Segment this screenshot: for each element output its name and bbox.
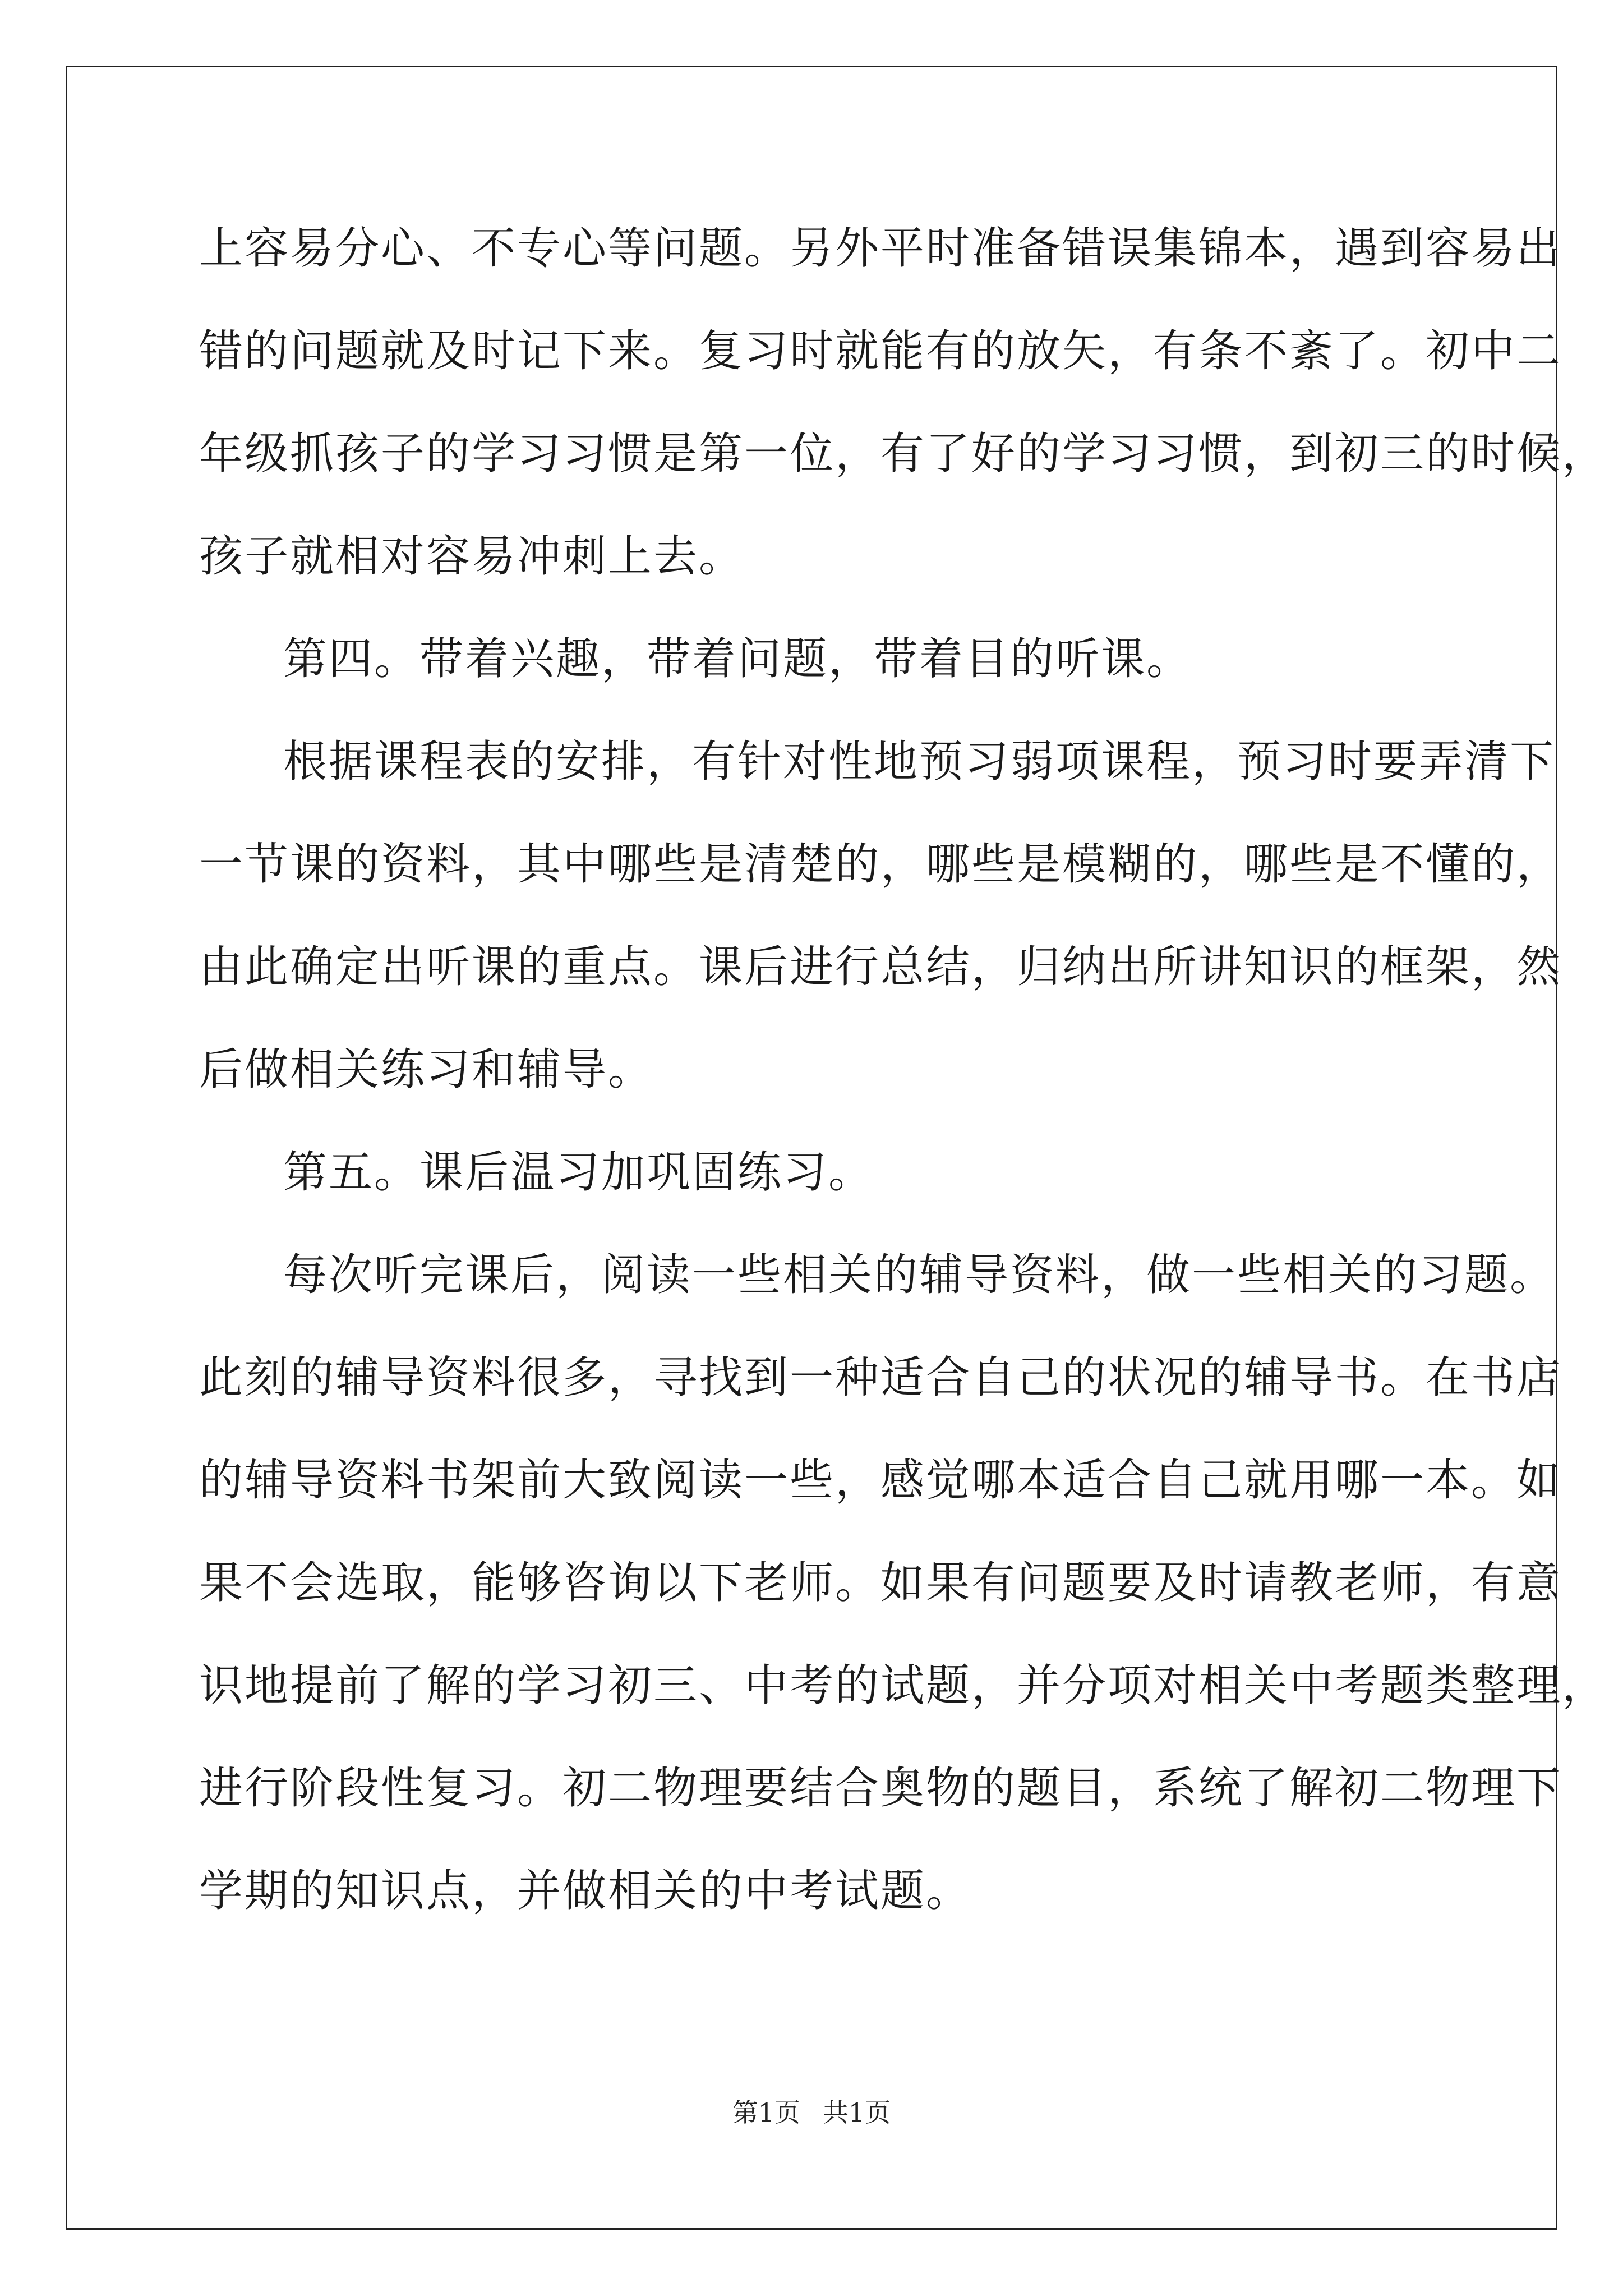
text-line: 根据课程表的安排，有针对性地预习弱项课程，预习时要弄清下: [283, 737, 1556, 787]
text-line: 由此确定出听课的重点。课后进行总结，归纳出所讲知识的框架，然: [199, 942, 1562, 992]
page-footer: [0, 2092, 1623, 2129]
text-line: 后做相关练习和辅导。: [199, 1045, 654, 1095]
text-line: 错的问题就及时记下来。复习时就能有的放矢，有条不紊了。初中二: [199, 326, 1562, 376]
text-line: 学期的知识点，并做相关的中考试题。: [199, 1866, 972, 1916]
text-line: 进行阶段性复习。初二物理要结合奥物的题目，系统了解初二物理下: [199, 1763, 1562, 1814]
document-body: [199, 220, 1608, 1966]
text-line: 的辅导资料书架前大致阅读一些，感觉哪本适合自己就用哪一本。如: [199, 1455, 1562, 1506]
text-line: 一节课的资料，其中哪些是清楚的，哪些是模糊的，哪些是不懂的，: [199, 839, 1562, 890]
text-line: 年级抓孩子的学习习惯是第一位，有了好的学习习惯，到初三的时候，: [199, 429, 1608, 479]
text-line: 每次听完课后，阅读一些相关的辅导资料，做一些相关的习题。: [283, 1250, 1556, 1300]
text-line: 孩子就相对容易冲刺上去。: [199, 531, 745, 582]
page-total: 共1页: [823, 2097, 891, 2128]
section-heading-5: 第五。课后温习加巩固练习。: [283, 1147, 874, 1198]
page-number: 第1页: [732, 2097, 800, 2128]
text-line: 此刻的辅导资料很多，寻找到一种适合自己的状况的辅导书。在书店: [199, 1352, 1562, 1403]
text-line: 果不会选取，能够咨询以下老师。如果有问题要及时请教老师，有意: [199, 1558, 1562, 1608]
text-line: 识地提前了解的学习初三、中考的试题，并分项对相关中考题类整理，: [199, 1660, 1608, 1711]
section-heading-4: 第四。带着兴趣，带着问题，带着目的听课。: [283, 634, 1192, 684]
text-line: 上容易分心、不专心等问题。另外平时准备错误集锦本，遇到容易出: [199, 223, 1562, 274]
